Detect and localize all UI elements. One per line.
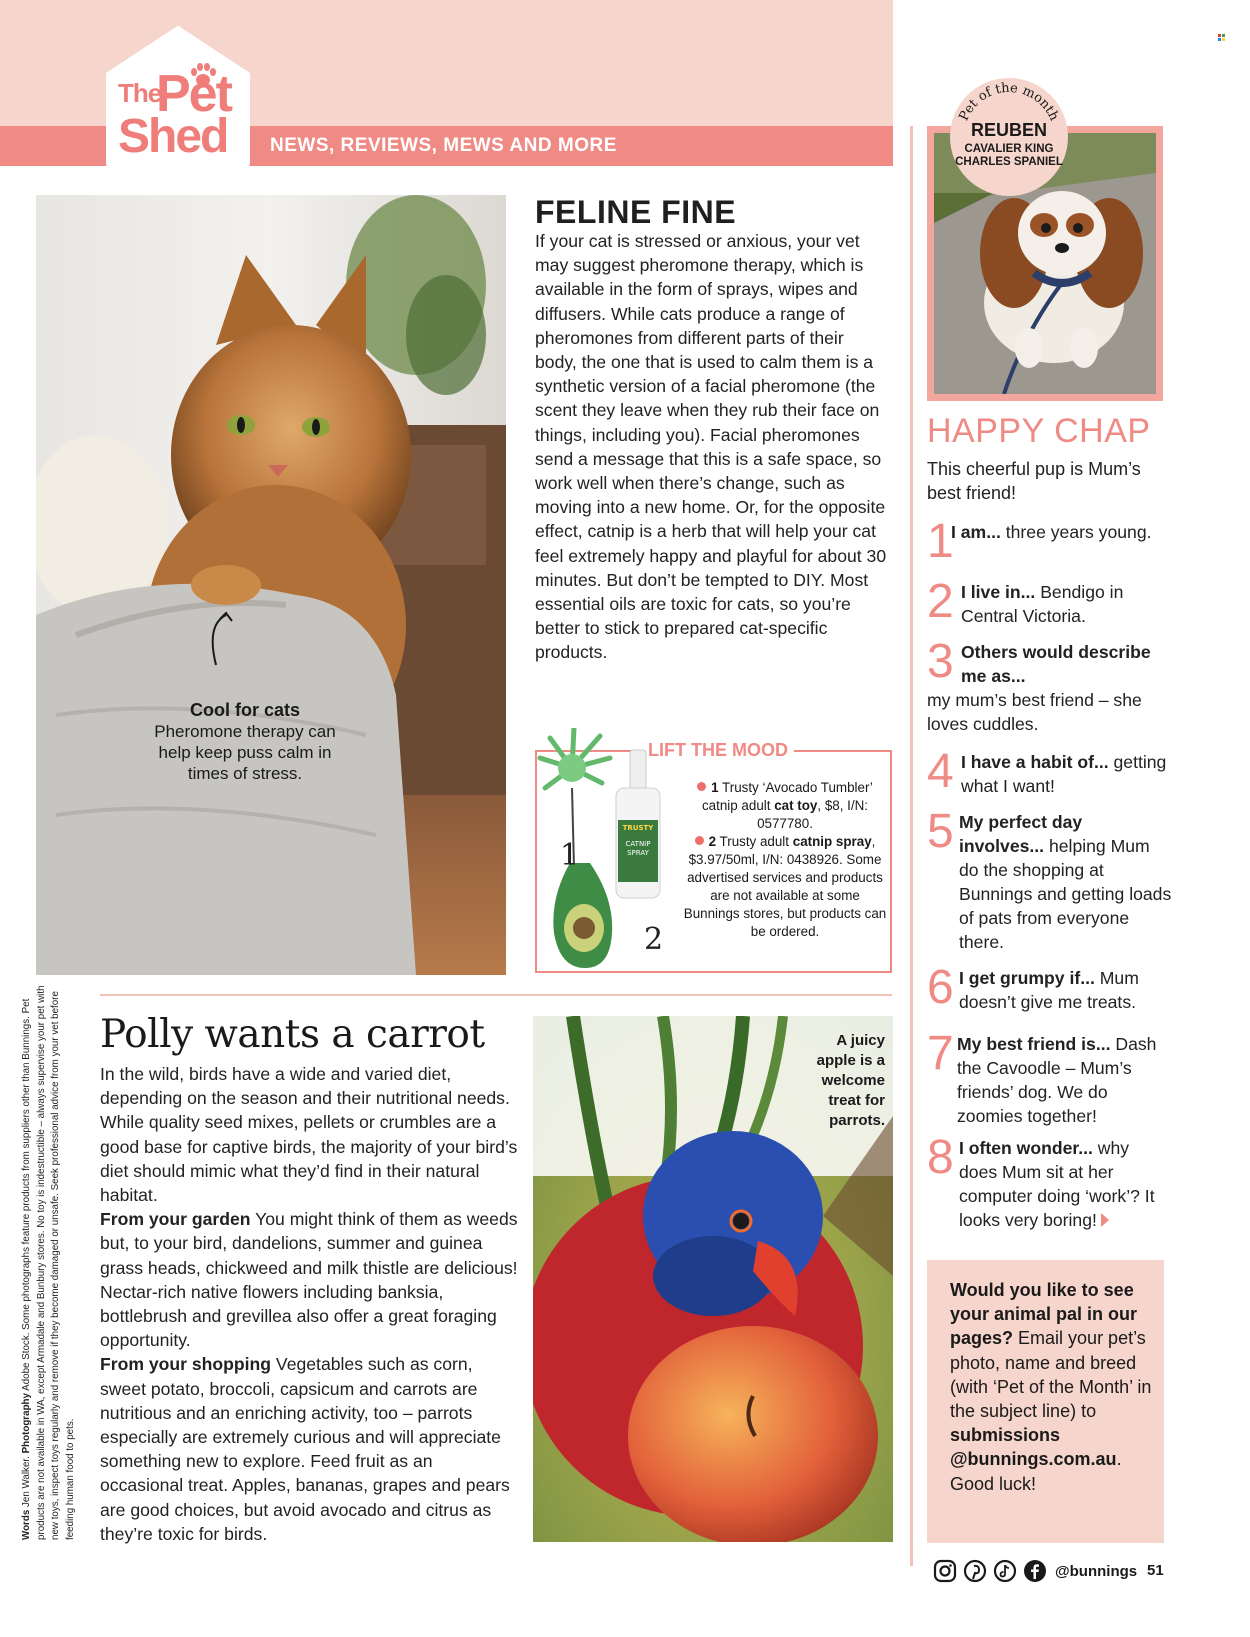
feline-body: If your cat is stressed or anxious, your vet may suggest pheromone therapy, which is available in the form of sprays, wipes and diffusers. While cats produce a range of pheromones from different parts of their body, the one that is used to calm them is a synthetic version of a facial pheromone (the scent they leave when they rub their face on things, including you). Facial pheromones send a message that this is a safe space, so work well when there’s change, such as moving into a new home. Or, for the opposite effect, catnip is a herb that will help your cat feel extremely happy and playful for about 30 minutes. But don’t be tempted to DIY. Most essential oils are toxic for cats, so you’re better to stick to prepared cat-specific products. [535, 231, 887, 663]
qa-question: Others would describe me as... [961, 642, 1151, 686]
qa-answer: Bendigo in Central Victoria. [961, 582, 1124, 626]
header-tagline: NEWS, REVIEWS, MEWS AND MORE [270, 135, 617, 156]
qa-item [927, 745, 1172, 798]
end-triangle-icon [1101, 1213, 1109, 1227]
pet-breed: CAVALIER KING CHARLES SPANIEL [955, 143, 1063, 168]
happy-chap-title: HAPPY CHAP [927, 412, 1151, 450]
qa-question: My best friend is... [957, 1034, 1111, 1054]
qa-answer: getting what I want! [961, 752, 1167, 796]
submit-text [950, 1278, 1155, 1496]
lift-the-mood-label: LIFT THE MOOD [642, 740, 794, 761]
qa-question: I often wonder... [959, 1138, 1093, 1158]
column-divider [910, 126, 913, 1566]
cat-caption-title: Cool for cats [189, 700, 300, 720]
pinterest-icon[interactable] [963, 1559, 987, 1583]
cat-caption-text: Pheromone therapy can help keep puss calm in times of stress. [154, 722, 336, 783]
social-handle[interactable]: @bunnings [1055, 1562, 1138, 1580]
item1-number: 1 [711, 780, 719, 795]
facebook-icon[interactable] [1023, 1559, 1047, 1583]
credits-words-label: Words [21, 1509, 32, 1540]
spray-line1: CATNIP [625, 840, 651, 848]
qa-number: 1 [927, 515, 954, 568]
qa-item [927, 635, 1172, 736]
qa-number: 7 [927, 1027, 954, 1080]
registration-mark-icon [1218, 34, 1225, 41]
tiktok-icon[interactable] [993, 1559, 1017, 1583]
qa-item [927, 575, 1172, 628]
shopping-heading: From your shopping [100, 1354, 272, 1375]
submit-end: . Good luck! [950, 1449, 1122, 1494]
logo-the: The [118, 78, 162, 108]
polly-body [100, 1062, 520, 1546]
qa-question: I get grumpy if... [959, 968, 1095, 988]
social-footer [933, 1558, 1137, 1584]
qa-answer: Mum doesn’t give me treats. [959, 968, 1139, 1012]
qa-question: I live in... [961, 582, 1036, 602]
qa-question: I am... [951, 522, 1001, 542]
qa-number: 8 [927, 1131, 954, 1184]
item1-detail: , $8, I/N: 0577780. [757, 798, 868, 831]
credits-photo-label: Photography [21, 1393, 32, 1454]
item2-intro: Trusty adult [719, 834, 790, 849]
qa-answer: three years young. [1000, 522, 1152, 542]
happy-chap-intro: This cheerful pup is Mum’s best friend! [927, 459, 1141, 503]
spray-brand: TRUSTY [622, 824, 654, 832]
item2-detail: , $3.97/50ml, I/N: 0438926. Some advertised services and products are not available at some Bunnings stores, but products can be ordered. [683, 834, 887, 939]
qa-answer: Dash the Cavoodle – Mum’s friends’ dog. We do zoomies together! [957, 1034, 1157, 1126]
avocado-toy [553, 863, 612, 968]
qa-number: 5 [927, 805, 954, 858]
bullet-dot [697, 782, 706, 791]
product-marker-2: 2 [644, 922, 664, 957]
logo-pet: Pet [156, 65, 231, 123]
qa-number: 4 [927, 745, 954, 798]
feline-title: FELINE FINE [535, 194, 737, 230]
qa-answer: helping Mum do the shopping at Bunnings and getting loads of pats from everyone there. [959, 836, 1172, 952]
qa-number: 6 [927, 961, 954, 1014]
lift-the-mood-text [682, 779, 888, 941]
item2-number: 2 [708, 834, 717, 849]
pet-name: REUBEN [970, 120, 1047, 140]
garden-heading: From your garden [100, 1209, 251, 1230]
submit-email-link[interactable]: submissions @bunnings.com.au [950, 1425, 1117, 1470]
submit-body: Email your pet’s photo, name and breed (with ‘Pet of the Month’ in the subject line) to [950, 1328, 1152, 1422]
section-divider [100, 994, 892, 996]
credits-words-name: Jen Walker. [21, 1453, 32, 1510]
parrot-caption: A juicy apple is a welcome treat for parrots. [816, 1032, 885, 1129]
qa-answer: my mum’s best friend – she loves cuddles. [927, 690, 1142, 734]
qa-item [927, 805, 1172, 954]
submit-lead: Would you like to see your animal pal in our pages? [950, 1280, 1138, 1349]
credits-photo-text: Adobe Stock. Some photographs feature products from suppliers other than Bunnings. Pet products are not available in WA, except Armadale and Bunbury stores. No toy is indestructible – always supervise your pet with new toys, inspect toys regularly and remove if they become damaged or unsafe. Seek professional advice from your vet before feeding human food to pets. [21, 985, 76, 1540]
svg-text:Pet of the month [957, 81, 1062, 124]
qa-question: My perfect day involves... [959, 812, 1083, 856]
item1-bold: cat toy [774, 798, 818, 813]
logo-shed: Shed [118, 110, 228, 163]
qa-answer: why does Mum sit at her computer doing ‘work’? It looks very boring! [959, 1138, 1155, 1230]
cat-caption [140, 700, 350, 784]
page-number: 51 [1147, 1562, 1164, 1579]
qa-item [927, 515, 1172, 568]
cat-photo [36, 195, 506, 975]
qa-question: I have a habit of... [961, 752, 1109, 772]
qa-number: 2 [927, 575, 954, 628]
qa-item [927, 1027, 1172, 1128]
garden-text: You might think of them as weeds but, to your bird, dandelions, summer and guinea grass heads, chickweed and milk thistle are delicious! Nectar-rich native flowers including banksia, bottlebrush and grevillea also offer a great foraging opportunity. [100, 1209, 518, 1351]
instagram-icon[interactable] [933, 1559, 957, 1583]
qa-item [927, 961, 1172, 1014]
pet-of-month-label: Pet of the month [956, 80, 1062, 124]
bullet-dot [695, 836, 704, 845]
qa-item [927, 1131, 1172, 1232]
polly-title: Polly wants a carrot [100, 1012, 485, 1057]
spray-line2: SPRAY [627, 849, 649, 857]
item2-bold: catnip spray [792, 834, 872, 849]
photo-credits [20, 980, 78, 1540]
item1-intro: Trusty ‘Avocado Tumbler’ catnip adult [701, 780, 873, 813]
product-marker-1: 1 [560, 838, 580, 873]
shopping-text: Vegetables such as corn, sweet potato, broccoli, capsicum and carrots are nutritious and an enriching activity, too – parrots especially are extremely curious and will appreciate something new to explore. Feed fruit as an occasional treat. Apples, bananas, grapes and pears are good choices, but avoid avocado and citrus as they’re toxic for birds. [100, 1354, 510, 1544]
qa-number: 3 [927, 635, 954, 688]
polly-para1: In the wild, birds have a wide and varied diet, depending on the season and their nutritional needs. While quality seed mixes, pellets or crumbles are a good base for captive birds, the majority of your bird’s diet should mimic what they’d find in their natural habitat. [100, 1064, 518, 1206]
